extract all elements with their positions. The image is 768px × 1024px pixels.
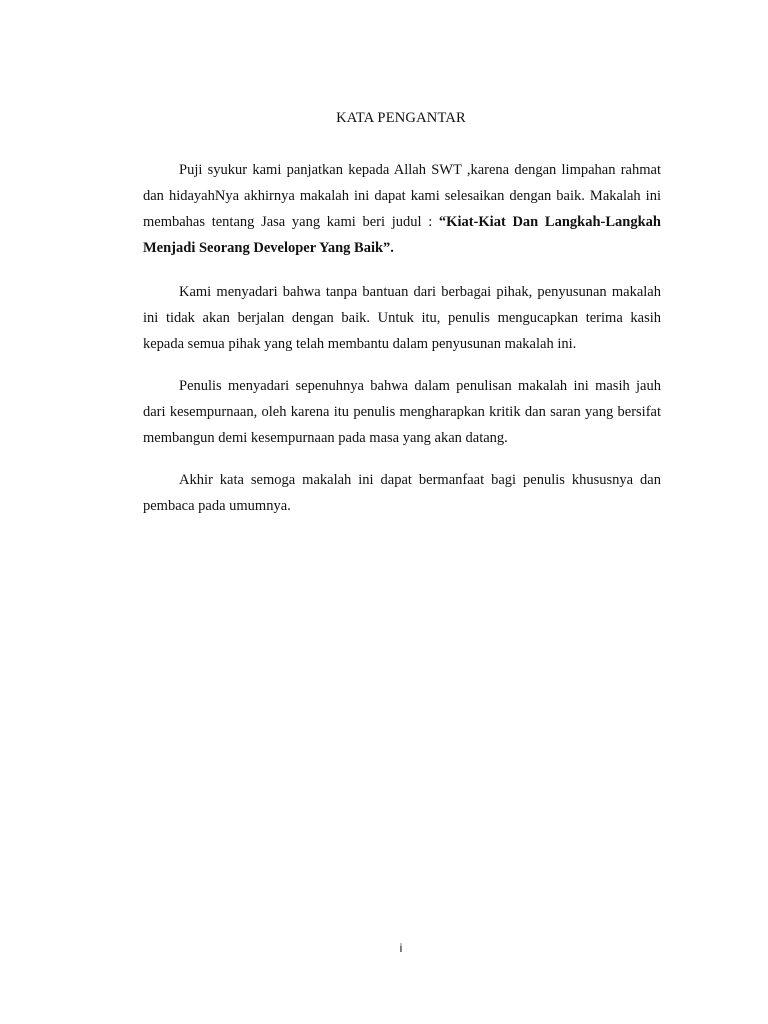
paragraph-1-text xyxy=(143,157,661,261)
paragraph-4 xyxy=(143,467,661,519)
paragraph-2 xyxy=(143,279,661,357)
paragraph-3-text: Penulis menyadari sepenuhnya bahwa dalam penulisan makalah ini masih jauh dari kesempurnaan, oleh karena itu penulis mengharapkan kritik dan saran yang bersifat membangun demi kesempurnaan pada masa yang akan datang. xyxy=(143,378,661,446)
paragraph-3 xyxy=(143,373,661,451)
paragraph-1-plain: Puji syukur kami panjatkan kepada Allah SWT ,karena dengan limpahan rahmat dan hidayahNya akhirnya makalah ini dapat kami selesaikan dengan baik. Makalah ini membahas tentang Jasa yang kami beri judul : xyxy=(143,162,661,230)
paragraph-4-text: Akhir kata semoga makalah ini dapat bermanfaat bagi penulis khususnya dan pembaca pada umumnya. xyxy=(143,472,661,514)
paragraph-1 xyxy=(143,157,661,261)
paragraph-2-text: Kami menyadari bahwa tanpa bantuan dari berbagai pihak, penyusunan makalah ini tidak akan berjalan dengan baik. Untuk itu, penulis mengucapkan terima kasih kepada semua pihak yang telah membantu dalam penyusunan makalah ini. xyxy=(143,284,661,352)
page-title: KATA PENGANTAR xyxy=(336,110,466,126)
page-number: i xyxy=(399,941,403,955)
makalah-title: “Kiat-Kiat Dan Langkah-Langkah Menjadi Seorang Developer Yang Baik”. xyxy=(143,214,661,256)
